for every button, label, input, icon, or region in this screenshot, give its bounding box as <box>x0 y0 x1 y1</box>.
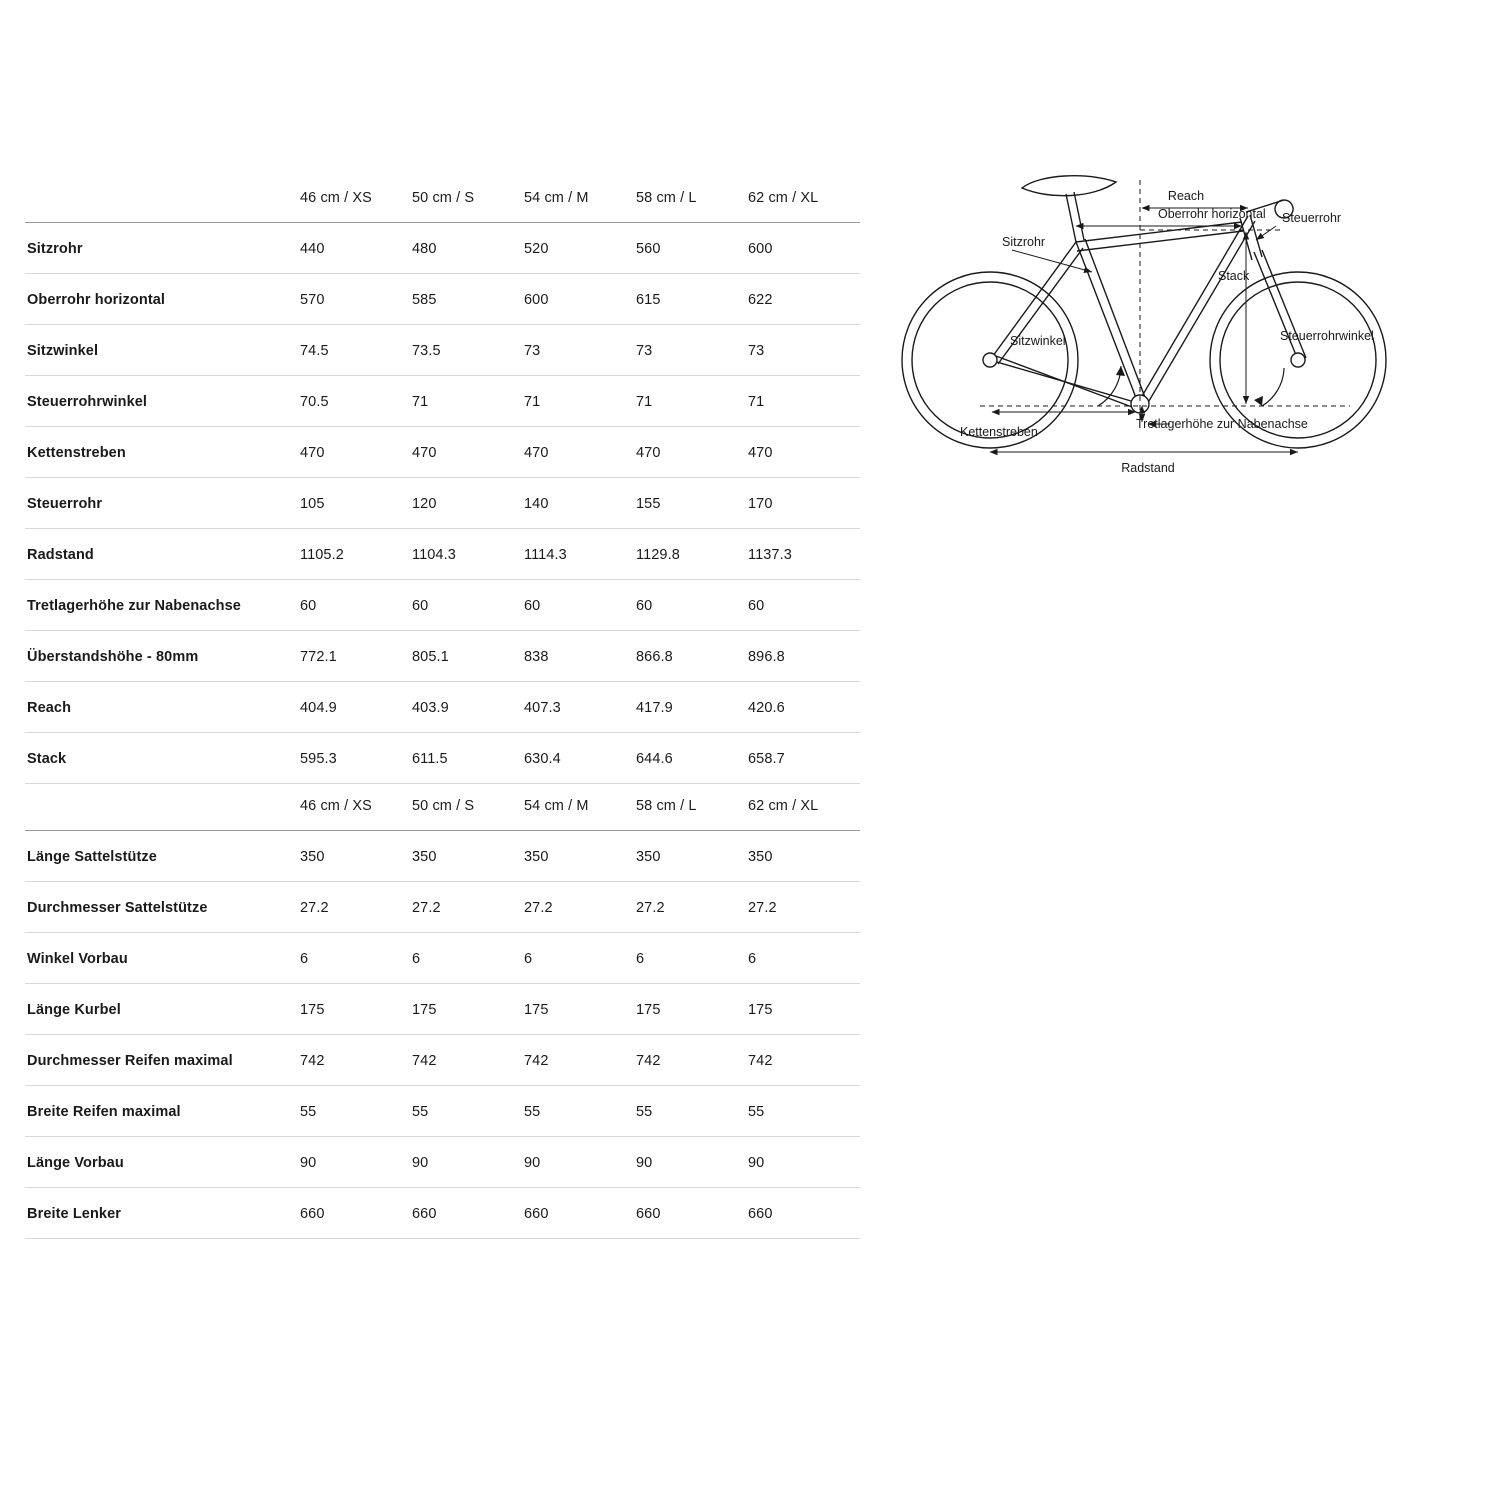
geometry-tables <box>25 190 860 1239</box>
row-value: 600 <box>748 241 773 257</box>
row-value: 742 <box>636 1053 661 1069</box>
row-label: Kettenstreben <box>27 445 126 461</box>
row-value: 60 <box>748 598 765 614</box>
row-value: 350 <box>748 849 773 865</box>
table-row <box>25 223 860 274</box>
label-radstand: Radstand <box>1121 461 1175 475</box>
row-value: 1129.8 <box>636 547 680 563</box>
table-row <box>25 478 860 529</box>
table-row <box>25 882 860 933</box>
row-value: 417.9 <box>636 700 673 716</box>
row-value: 660 <box>524 1206 549 1222</box>
table-header-row <box>25 190 860 223</box>
table-row <box>25 376 860 427</box>
row-value: 90 <box>300 1155 317 1171</box>
row-label: Oberrohr horizontal <box>27 292 166 308</box>
row-value: 470 <box>748 445 773 461</box>
label-reach: Reach <box>1167 189 1205 203</box>
column-header-l: 58 cm / L <box>636 190 697 206</box>
row-value: 175 <box>748 1002 773 1018</box>
row-value: 60 <box>636 598 653 614</box>
column-header-xl: 62 cm / XL <box>748 798 819 814</box>
row-value: 742 <box>524 1053 549 1069</box>
row-value: 470 <box>412 445 437 461</box>
row-value: 644.6 <box>636 751 673 767</box>
table-row <box>25 733 860 784</box>
column-header-label <box>25 190 300 223</box>
row-value: 73 <box>636 343 653 359</box>
row-value: 660 <box>636 1206 661 1222</box>
table-row <box>25 1086 860 1137</box>
table-row <box>25 427 860 478</box>
label-sitzwinkel: Sitzwinkel <box>1010 334 1066 348</box>
label-stack: Stack <box>1218 269 1250 283</box>
row-label: Länge Sattelstütze <box>27 849 157 865</box>
row-value: 90 <box>748 1155 765 1171</box>
row-value: 6 <box>748 951 757 967</box>
row-value: 420.6 <box>748 700 785 716</box>
row-value: 60 <box>412 598 429 614</box>
row-value: 90 <box>524 1155 541 1171</box>
row-label: Breite Lenker <box>27 1206 121 1222</box>
row-value: 170 <box>748 496 773 512</box>
row-label: Stack <box>27 751 67 767</box>
row-label: Breite Reifen maximal <box>27 1104 181 1120</box>
row-value: 742 <box>412 1053 437 1069</box>
row-value: 560 <box>636 241 661 257</box>
column-header-m: 54 cm / M <box>524 798 589 814</box>
column-header-l: 58 cm / L <box>636 798 697 814</box>
column-header-s: 50 cm / S <box>412 190 475 206</box>
row-value: 55 <box>412 1104 429 1120</box>
row-label: Tretlagerhöhe zur Nabenachse <box>27 598 241 614</box>
row-value: 71 <box>748 394 765 410</box>
row-value: 470 <box>300 445 325 461</box>
row-value: 175 <box>300 1002 325 1018</box>
row-value: 55 <box>300 1104 317 1120</box>
row-value: 742 <box>748 1053 773 1069</box>
row-value: 27.2 <box>300 900 329 916</box>
row-label: Sitzrohr <box>27 241 83 257</box>
row-value: 585 <box>412 292 437 308</box>
row-value: 175 <box>412 1002 437 1018</box>
row-label: Steuerrohr <box>27 496 103 512</box>
row-value: 60 <box>300 598 317 614</box>
row-value: 140 <box>524 496 549 512</box>
column-header-m: 54 cm / M <box>524 190 589 206</box>
label-steuerrohrwinkel: Steuerrohrwinkel <box>1280 329 1374 343</box>
row-value: 470 <box>636 445 661 461</box>
table-row <box>25 529 860 580</box>
column-header-xs: 46 cm / XS <box>300 798 372 814</box>
table-row <box>25 984 860 1035</box>
row-value: 1104.3 <box>412 547 456 563</box>
row-value: 350 <box>412 849 437 865</box>
row-value: 660 <box>412 1206 437 1222</box>
table-row <box>25 831 860 882</box>
table-row <box>25 1137 860 1188</box>
row-value: 611.5 <box>412 751 448 767</box>
column-header-label <box>25 798 300 831</box>
row-value: 660 <box>300 1206 325 1222</box>
row-value: 6 <box>412 951 421 967</box>
row-value: 805.1 <box>412 649 449 665</box>
row-value: 595.3 <box>300 751 337 767</box>
table-row <box>25 580 860 631</box>
row-value: 120 <box>412 496 437 512</box>
row-value: 1114.3 <box>524 547 567 563</box>
row-value: 350 <box>636 849 661 865</box>
row-value: 742 <box>300 1053 325 1069</box>
column-header-xl: 62 cm / XL <box>748 190 819 206</box>
label-steuerrohr: Steuerrohr <box>1282 211 1342 225</box>
label-kettenstreben: Kettenstreben <box>960 425 1038 439</box>
row-value: 350 <box>300 849 325 865</box>
table-row <box>25 682 860 733</box>
row-value: 600 <box>524 292 549 308</box>
label-oberrohr-horizontal: Oberrohr horizontal <box>1158 207 1266 221</box>
table-row <box>25 325 860 376</box>
row-value: 6 <box>300 951 309 967</box>
row-value: 60 <box>524 598 541 614</box>
row-label: Sitzwinkel <box>27 343 99 359</box>
row-value: 630.4 <box>524 751 561 767</box>
row-value: 6 <box>636 951 645 967</box>
row-value: 470 <box>524 445 549 461</box>
row-value: 155 <box>636 496 661 512</box>
row-value: 615 <box>636 292 661 308</box>
row-label: Durchmesser Sattelstütze <box>27 900 208 916</box>
row-value: 407.3 <box>524 700 561 716</box>
row-label: Länge Vorbau <box>27 1155 124 1171</box>
row-value: 27.2 <box>412 900 441 916</box>
row-value: 480 <box>412 241 437 257</box>
row-value: 55 <box>524 1104 541 1120</box>
row-value: 73 <box>524 343 541 359</box>
row-value: 90 <box>412 1155 429 1171</box>
row-value: 660 <box>748 1206 773 1222</box>
table-row <box>25 933 860 984</box>
row-label: Reach <box>27 700 72 716</box>
row-value: 175 <box>524 1002 549 1018</box>
row-value: 1137.3 <box>748 547 792 563</box>
row-value: 440 <box>300 241 325 257</box>
bicycle-geometry-diagram <box>880 160 1480 540</box>
geometry-table <box>25 190 860 784</box>
row-label: Länge Kurbel <box>27 1002 121 1018</box>
row-value: 350 <box>524 849 549 865</box>
row-value: 1105.2 <box>300 547 344 563</box>
row-label: Steuerrohrwinkel <box>27 394 148 410</box>
row-value: 175 <box>636 1002 661 1018</box>
row-value: 27.2 <box>748 900 777 916</box>
table-header-row <box>25 798 860 831</box>
column-header-s: 50 cm / S <box>412 798 475 814</box>
row-value: 570 <box>300 292 325 308</box>
row-value: 622 <box>748 292 773 308</box>
row-value: 772.1 <box>300 649 337 665</box>
row-label: Radstand <box>27 547 94 563</box>
row-value: 73.5 <box>412 343 441 359</box>
row-value: 55 <box>636 1104 653 1120</box>
row-value: 866.8 <box>636 649 673 665</box>
row-value: 27.2 <box>524 900 553 916</box>
row-value: 403.9 <box>412 700 449 716</box>
row-value: 71 <box>636 394 653 410</box>
row-value: 70.5 <box>300 394 329 410</box>
row-label: Durchmesser Reifen maximal <box>27 1053 233 1069</box>
row-value: 55 <box>748 1104 765 1120</box>
row-value: 6 <box>524 951 533 967</box>
table-row <box>25 1035 860 1086</box>
row-value: 658.7 <box>748 751 785 767</box>
row-value: 838 <box>524 649 549 665</box>
row-label: Winkel Vorbau <box>27 951 128 967</box>
column-header-xs: 46 cm / XS <box>300 190 372 206</box>
row-value: 73 <box>748 343 765 359</box>
row-value: 71 <box>412 394 429 410</box>
row-value: 74.5 <box>300 343 329 359</box>
table-row <box>25 1188 860 1239</box>
label-sitzrohr: Sitzrohr <box>1002 235 1046 249</box>
label-tretlagerhoehe: Tretlagerhöhe zur Nabenachse <box>1136 417 1308 431</box>
row-value: 105 <box>300 496 325 512</box>
row-label: Überstandshöhe - 80mm <box>27 649 199 665</box>
row-value: 27.2 <box>636 900 665 916</box>
row-value: 71 <box>524 394 541 410</box>
row-value: 896.8 <box>748 649 785 665</box>
table-row <box>25 631 860 682</box>
row-value: 520 <box>524 241 549 257</box>
row-value: 90 <box>636 1155 653 1171</box>
row-value: 404.9 <box>300 700 337 716</box>
table-row <box>25 274 860 325</box>
components-table <box>25 798 860 1239</box>
